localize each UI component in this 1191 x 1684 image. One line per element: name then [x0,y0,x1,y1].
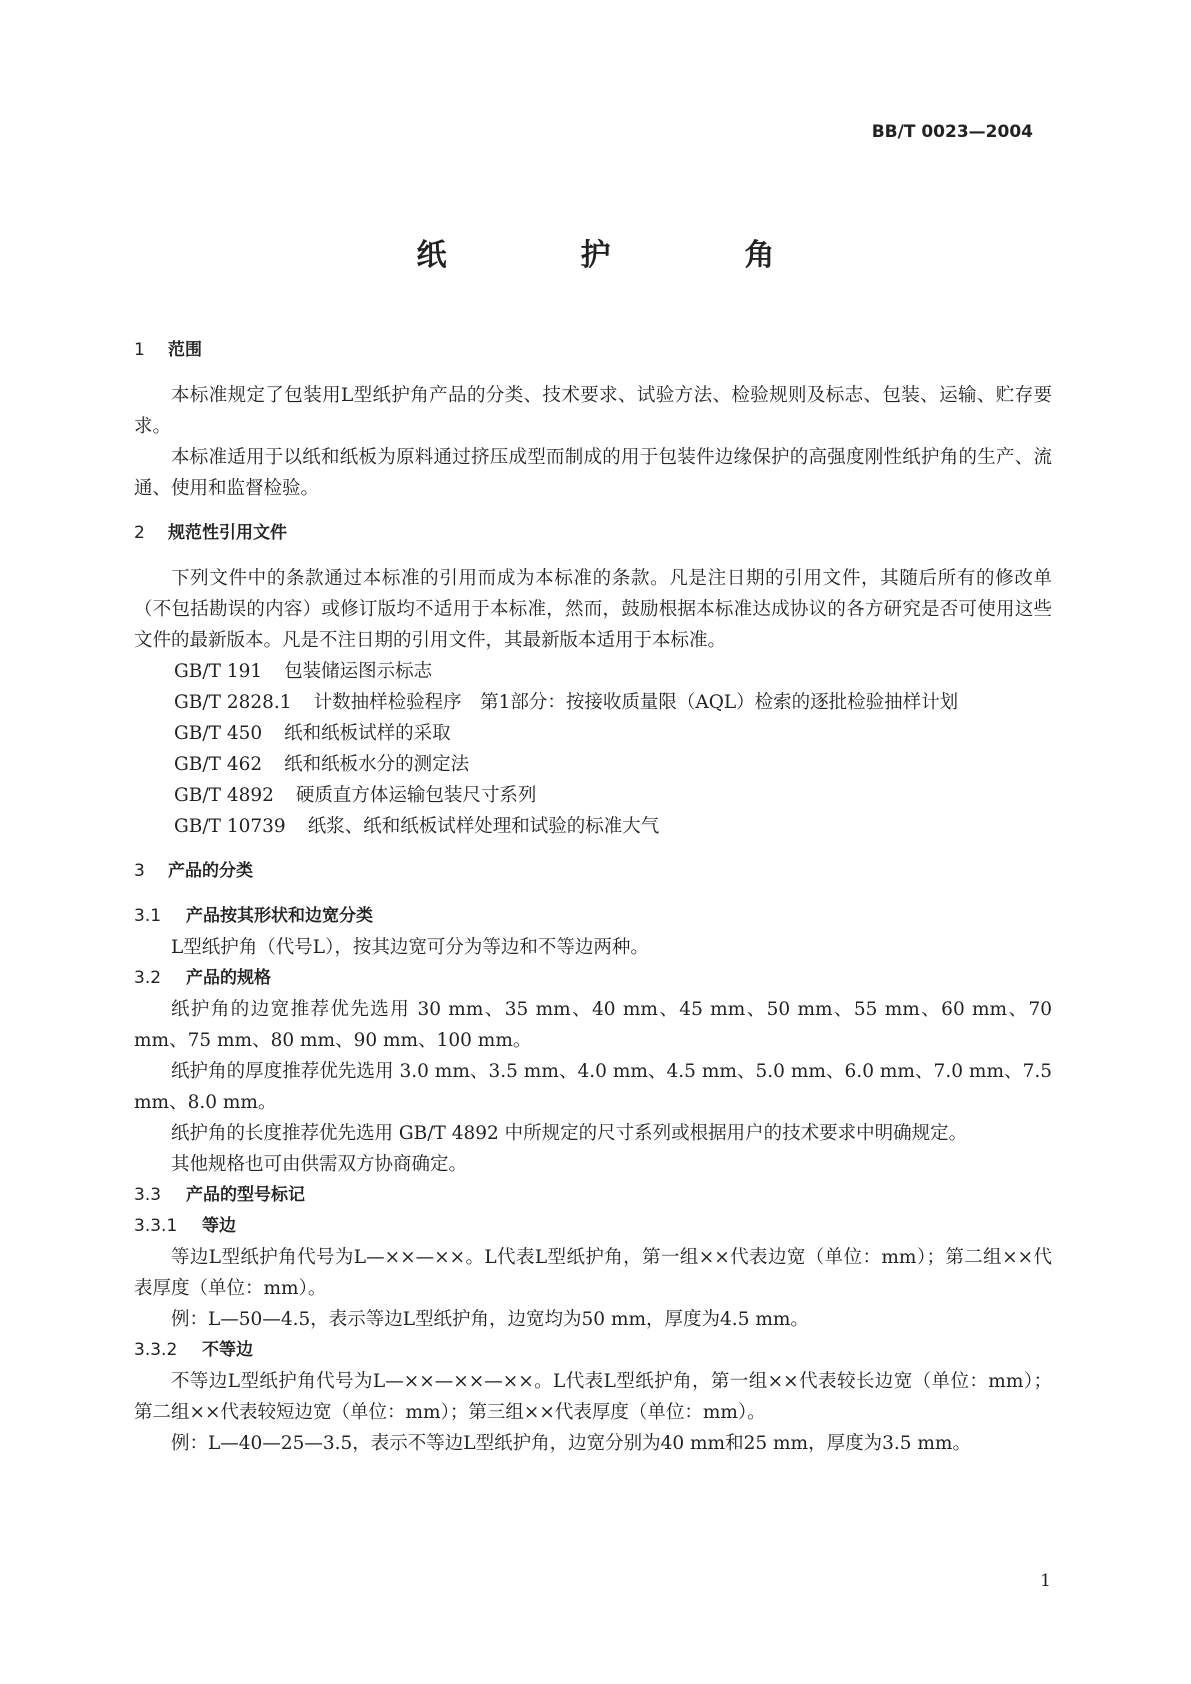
section-number: 2 [134,523,145,543]
reference-item [134,811,1052,842]
paragraph: 纸护角的长度推荐优先选用 GB/T 4892 中所规定的尺寸系列或根据用户的技术要求中明确规定。 [171,1123,968,1144]
section-number: 1 [134,340,145,360]
reference-item [134,656,1052,687]
reference-item [134,780,1052,811]
section-title: 规范性引用文件 [168,523,287,543]
reference-code: GB/T 10739 [174,816,286,837]
reference-item [134,718,1052,749]
subsection-number: 3.1 [134,906,162,926]
reference-code: GB/T 450 [174,723,263,744]
subsection-title: 不等边 [202,1340,253,1360]
paragraph: 不等边L型纸护角代号为L—××—××—××。L代表L型纸护角，第一组××代表较长边宽（单位：mm）；第二组××代表较短边宽（单位：mm）；第三组××代表厚度（单位：mm）。 [134,1371,1052,1423]
document-body [134,335,1052,1459]
subsection-3-3-heading [134,1180,1052,1211]
subsection-3-1-heading [134,901,1052,932]
subsection-number: 3.2 [134,968,162,988]
section-number: 3 [134,861,145,881]
reference-title: 包装储运图示标志 [284,661,433,682]
paragraph: 等边L型纸护角代号为L—××—××。L代表L型纸护角，第一组××代表边宽（单位：mm）；第二组××代表厚度（单位：mm）。 [134,1247,1052,1299]
section-1-heading [134,335,1052,366]
subsection-3-3-2-heading [134,1335,1052,1366]
section-2-heading [134,518,1052,549]
subsection-title: 产品按其形状和边宽分类 [186,906,373,926]
page-number: 1 [1040,1571,1051,1591]
reference-title: 纸浆、纸和纸板试样处理和试验的标准大气 [307,816,660,837]
section-3-heading [134,856,1052,887]
paragraph: 本标准适用于以纸和纸板为原料通过挤压成型而制成的用于包装件边缘保护的高强度刚性纸护角的生产、流通、使用和监督检验。 [134,447,1052,499]
subsection-number: 3.3.1 [134,1216,178,1236]
reference-title: 纸和纸板试样的采取 [284,723,451,744]
paragraph: L型纸护角（代号L），按其边宽可分为等边和不等边两种。 [171,937,649,958]
subsection-title: 等边 [202,1216,236,1236]
subsection-title: 产品的型号标记 [186,1185,305,1205]
paragraph: 其他规格也可由供需双方协商确定。 [171,1154,468,1175]
reference-title: 计数抽样检验程序 第1部分：按接收质量限（AQL）检索的逐批检验抽样计划 [313,692,959,713]
example-paragraph: 例：L—50—4.5，表示等边L型纸护角，边宽均为50 mm，厚度为4.5 mm。 [171,1309,809,1330]
reference-item [134,749,1052,780]
reference-item [134,687,1052,718]
standard-code: BB/T 0023—2004 [871,122,1033,142]
reference-code: GB/T 462 [174,754,263,775]
subsection-title: 产品的规格 [186,968,271,988]
reference-title: 纸和纸板水分的测定法 [284,754,470,775]
subsection-number: 3.3 [134,1185,162,1205]
section-title: 范围 [168,340,202,360]
subsection-3-2-heading [134,963,1052,994]
paragraph: 下列文件中的条款通过本标准的引用而成为本标准的条款。凡是注日期的引用文件，其随后所有的修改单（不包括勘误的内容）或修订版均不适用于本标准，然而，鼓励根据本标准达成协议的各方研究是否可使用这些文件的最新版本。凡是不注日期的引用文件，其最新版本适用于本标准。 [134,568,1052,651]
section-title: 产品的分类 [168,861,253,881]
paragraph: 本标准规定了包装用L型纸护角产品的分类、技术要求、试验方法、检验规则及标志、包装、运输、贮存要求。 [134,385,1052,437]
reference-code: GB/T 2828.1 [174,692,292,713]
document-title: 纸 护 角 [416,238,827,273]
paragraph: 纸护角的厚度推荐优先选用 3.0 mm、3.5 mm、4.0 mm、4.5 mm、5.0 mm、6.0 mm、7.0 mm、7.5 mm、8.0 mm。 [134,1061,1052,1113]
reference-code: GB/T 191 [174,661,263,682]
subsection-3-3-1-heading [134,1211,1052,1242]
reference-title: 硬质直方体运输包装尺寸系列 [295,785,537,806]
paragraph: 纸护角的边宽推荐优先选用 30 mm、35 mm、40 mm、45 mm、50 mm、55 mm、60 mm、70 mm、75 mm、80 mm、90 mm、100 mm。 [134,999,1052,1051]
example-paragraph: 例：L—40—25—3.5，表示不等边L型纸护角，边宽分别为40 mm和25 mm，厚度为3.5 mm。 [171,1433,971,1454]
subsection-number: 3.3.2 [134,1340,178,1360]
reference-code: GB/T 4892 [174,785,274,806]
